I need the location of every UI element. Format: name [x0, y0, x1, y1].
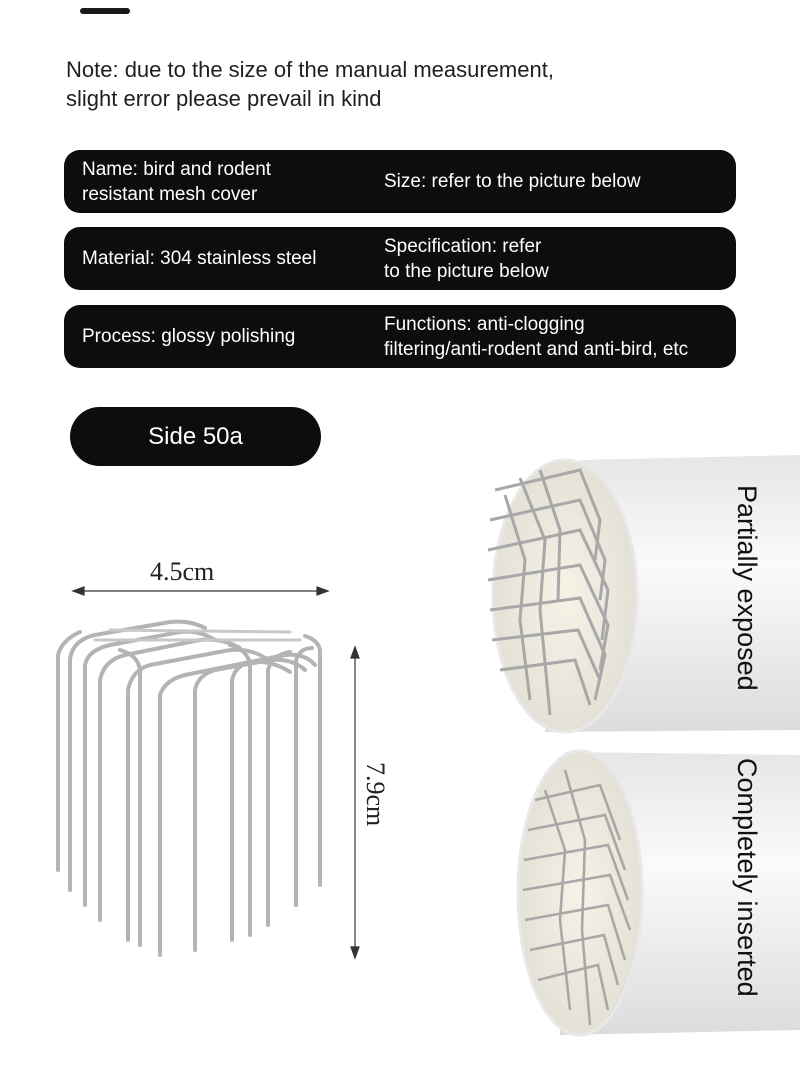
note-line-1: Note: due to the size of the manual measurement, — [66, 57, 554, 82]
completely-inserted-label: Completely inserted — [732, 758, 762, 997]
wire-cage — [58, 622, 320, 955]
width-dimension-label: 4.5cm — [150, 557, 215, 586]
spec-size: Size: refer to the picture below — [384, 171, 641, 192]
spec-name: Name: bird and rodent resistant mesh cover — [82, 158, 272, 205]
width-arrow — [73, 587, 328, 595]
height-dimension-label: 7.9cm — [361, 762, 390, 827]
partially-exposed-label: Partially exposed — [732, 485, 762, 691]
spec-specification: Specification: refer to the picture below — [384, 235, 549, 282]
spec-material: Material: 304 stainless steel — [82, 248, 317, 269]
height-arrow — [351, 647, 359, 958]
spec-functions: Functions: anti-clogging filtering/anti-rodent and anti-bird, etc — [384, 313, 689, 360]
spec-process: Process: glossy polishing — [82, 326, 296, 347]
note-line-2: slight error please prevail in kind — [66, 86, 382, 111]
side-label-pill: Side 50a — [70, 407, 321, 466]
